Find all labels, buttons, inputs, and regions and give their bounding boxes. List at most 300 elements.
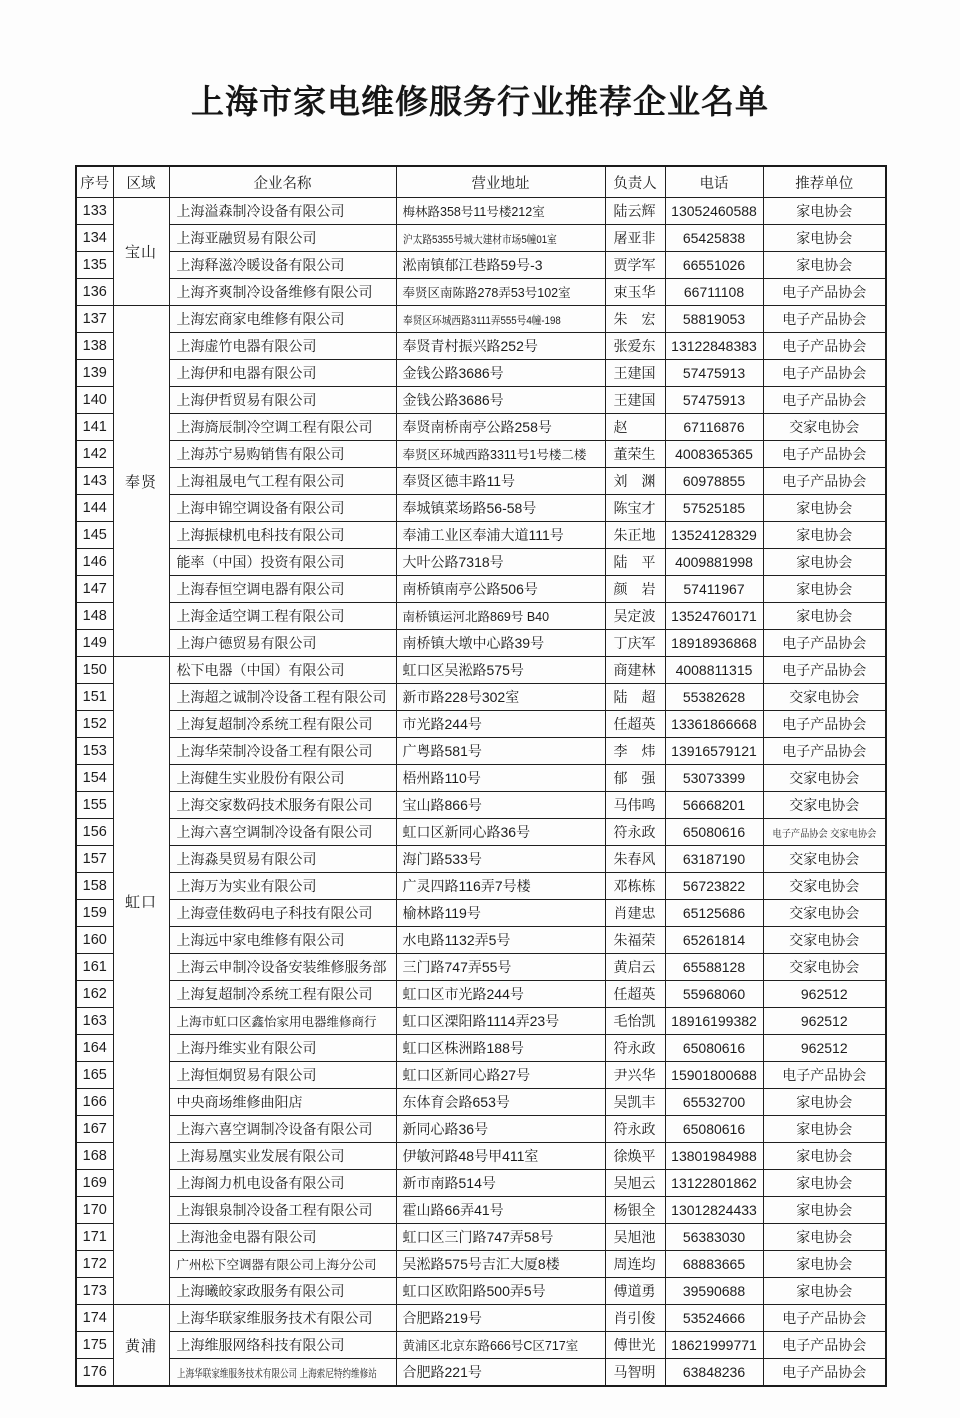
business-address: [396, 468, 605, 495]
person-in-charge: [605, 900, 665, 927]
person-in-charge-text: 黄启云: [613, 959, 656, 975]
row-number: [76, 198, 113, 225]
business-address-text: 三门路747弄55号: [402, 959, 512, 975]
row-number-text: 171: [82, 1229, 107, 1245]
business-address-text: 南桥镇南亭公路506号: [402, 581, 538, 597]
recommender-unit-text: 家电协会: [796, 1283, 853, 1299]
row-number-text: 151: [82, 689, 107, 705]
phone-number-text: 53073399: [682, 770, 746, 786]
person-in-charge: [605, 198, 665, 225]
phone-number-text: 39590688: [682, 1283, 746, 1299]
company-name: [169, 414, 396, 441]
recommender-unit-text: 电子产品协会: [782, 311, 867, 327]
column-header-address: 营业地址: [396, 166, 605, 198]
row-number-text: 161: [82, 959, 107, 975]
person-in-charge-text: 王建国: [613, 365, 656, 381]
person-in-charge: [605, 1332, 665, 1359]
recommender-unit-text: 家电协会: [796, 554, 853, 570]
row-number-text: 147: [82, 581, 107, 597]
recommender-unit: [763, 333, 886, 360]
table-row: [76, 981, 886, 1008]
phone-number: [665, 1089, 763, 1116]
phone-number-text: 56668201: [682, 797, 746, 813]
business-address-text: 奉贤区德丰路11号: [402, 473, 516, 489]
business-address-text: 合肥路219号: [402, 1310, 482, 1326]
recommender-unit-text: 家电协会: [796, 1256, 853, 1272]
company-name: [169, 306, 396, 333]
table-row: [76, 522, 886, 549]
table-row: [76, 657, 886, 684]
table-row: [76, 576, 886, 603]
person-in-charge: [605, 846, 665, 873]
row-number: [76, 900, 113, 927]
company-name-text: 上海祖晟电气工程有限公司: [176, 473, 345, 489]
company-name: [169, 441, 396, 468]
row-number-text: 149: [82, 635, 107, 651]
table-row: [76, 765, 886, 792]
recommender-unit-text: 家电协会: [796, 257, 853, 273]
phone-number: [665, 1116, 763, 1143]
company-name: [169, 495, 396, 522]
table-row: [76, 468, 886, 495]
phone-number-text: 13122848383: [671, 338, 757, 354]
company-name: [169, 1359, 396, 1387]
person-in-charge-text: 张爱东: [613, 338, 656, 354]
recommender-unit: [763, 819, 886, 846]
person-in-charge: [605, 630, 665, 657]
company-name-text: 上海万为实业有限公司: [176, 878, 317, 894]
table-row: [76, 1278, 886, 1305]
row-number-text: 174: [82, 1310, 107, 1326]
table-row: [76, 333, 886, 360]
recommender-unit-text: 家电协会: [796, 1094, 853, 1110]
phone-number-text: 63848236: [682, 1364, 746, 1380]
phone-number: [665, 1062, 763, 1089]
phone-number-text: 13052460588: [671, 203, 757, 219]
person-in-charge-text: 吴凯丰: [613, 1094, 656, 1110]
column-header-recommender: 推荐单位: [763, 166, 886, 198]
business-address: [396, 414, 605, 441]
person-in-charge-text: 陆云辉: [613, 203, 656, 219]
company-name: [169, 927, 396, 954]
phone-number-text: 65588128: [682, 959, 746, 975]
company-name: [169, 819, 396, 846]
row-number: [76, 306, 113, 333]
row-number-text: 175: [82, 1337, 107, 1353]
phone-number-text: 13361866668: [671, 716, 757, 732]
person-in-charge: [605, 576, 665, 603]
table-row: [76, 873, 886, 900]
recommender-unit: [763, 306, 886, 333]
phone-number: [665, 1251, 763, 1278]
company-name: [169, 792, 396, 819]
row-number: [76, 576, 113, 603]
person-in-charge-text: 陈宝才: [613, 500, 656, 516]
row-number: [76, 927, 113, 954]
business-address-text: 梧州路110号: [402, 770, 481, 786]
row-number-text: 144: [82, 500, 107, 516]
column-header-no: 序号: [76, 166, 113, 198]
person-in-charge-text: 周连均: [613, 1256, 656, 1272]
company-name-text: 上海伊和电器有限公司: [176, 365, 317, 381]
row-number-text: 143: [82, 473, 107, 489]
row-number: [76, 792, 113, 819]
person-in-charge: [605, 1089, 665, 1116]
phone-number: [665, 1332, 763, 1359]
person-in-charge-text: 肖引俊: [613, 1310, 656, 1326]
company-name: [169, 522, 396, 549]
phone-number: [665, 954, 763, 981]
company-name: [169, 387, 396, 414]
phone-number-text: 65425838: [682, 230, 746, 246]
company-name-text: 上海齐爽制冷设备维修有限公司: [176, 284, 373, 300]
row-number: [76, 1278, 113, 1305]
person-in-charge: [605, 711, 665, 738]
business-address-text: 梅林路358号11号楼212室: [402, 205, 545, 219]
row-number: [76, 1116, 113, 1143]
company-name-text: 上海亚融贸易有限公司: [176, 230, 317, 246]
person-in-charge-text: 李 炜: [613, 743, 656, 759]
person-in-charge: [605, 927, 665, 954]
recommender-unit-text: 电子产品协会: [782, 1067, 867, 1083]
person-in-charge: [605, 738, 665, 765]
row-number-text: 141: [82, 419, 107, 435]
recommender-unit-text: 家电协会: [796, 203, 853, 219]
table-row: [76, 1062, 886, 1089]
phone-number-text: 4009881998: [675, 554, 753, 570]
phone-number-text: 53524666: [682, 1310, 746, 1326]
recommender-unit-text: 交家电协会: [789, 878, 860, 894]
company-name-text: 上海宏商家电维修有限公司: [176, 311, 345, 327]
row-number-text: 134: [82, 230, 107, 246]
row-number: [76, 225, 113, 252]
region-cell-text: 宝山: [124, 244, 157, 261]
business-address: [396, 306, 605, 333]
table-row: [76, 954, 886, 981]
recommender-unit-text: 电子产品协会: [782, 1364, 867, 1380]
phone-number: [665, 279, 763, 306]
table-row: [76, 1143, 886, 1170]
row-number: [76, 495, 113, 522]
company-name-text: 上海健生实业股份有限公司: [176, 770, 345, 786]
row-number: [76, 819, 113, 846]
business-address-text: 虹口区市光路244号: [402, 986, 524, 1002]
phone-number-text: 56723822: [682, 878, 746, 894]
row-number-text: 135: [82, 257, 107, 273]
business-address-text: 宝山路866号: [402, 797, 482, 813]
company-name-text: 上海虚竹电器有限公司: [176, 338, 317, 354]
person-in-charge-text: 商建林: [613, 662, 656, 678]
business-address-text: 新同心路36号: [402, 1121, 489, 1137]
recommender-unit-text: 电子产品协会: [782, 365, 867, 381]
phone-number-text: 60978855: [682, 473, 746, 489]
business-address-text: 奉贤南桥南亭公路258号: [402, 419, 552, 435]
company-name: [169, 954, 396, 981]
row-number-text: 166: [82, 1094, 107, 1110]
table-row: [76, 1224, 886, 1251]
row-number-text: 150: [82, 662, 107, 678]
business-address-text: 金钱公路3686号: [402, 392, 504, 408]
company-name-text: 上海银泉制冷设备工程有限公司: [176, 1202, 373, 1218]
table-row: [76, 1305, 886, 1332]
column-header-person: 负责人: [605, 166, 665, 198]
business-address-text: 淞南镇郁江巷路59号-3: [402, 257, 543, 273]
recommender-unit-text: 交家电协会: [789, 797, 860, 813]
business-address-text: 东体育会路653号: [402, 1094, 510, 1110]
row-number-text: 152: [82, 716, 107, 732]
phone-number-text: 13524128329: [671, 527, 757, 543]
recommender-unit-text: 电子产品协会: [782, 743, 867, 759]
phone-number: [665, 981, 763, 1008]
recommender-unit: [763, 1359, 886, 1387]
person-in-charge: [605, 657, 665, 684]
phone-number-text: 65080616: [682, 824, 746, 840]
person-in-charge: [605, 549, 665, 576]
business-address-text: 虹口区欧阳路500弄5号: [402, 1283, 546, 1299]
business-address-text: 虹口区新同心路36号: [402, 824, 531, 840]
row-number: [76, 252, 113, 279]
business-address-text: 奉贤区南陈路278弄53号102室: [402, 286, 571, 300]
recommender-unit: [763, 684, 886, 711]
table-row: [76, 738, 886, 765]
phone-number: [665, 333, 763, 360]
person-in-charge-text: 丁庆军: [613, 635, 656, 651]
table-row: [76, 306, 886, 333]
business-address: [396, 1062, 605, 1089]
table-row: [76, 1089, 886, 1116]
recommender-unit-text: 家电协会: [796, 1121, 853, 1137]
phone-number-text: 66711108: [683, 284, 745, 300]
row-number: [76, 738, 113, 765]
person-in-charge-text: 颜 岩: [613, 581, 656, 597]
phone-number-text: 57475913: [682, 365, 746, 381]
row-number: [76, 657, 113, 684]
table-row: [76, 1035, 886, 1062]
recommender-unit: [763, 900, 886, 927]
business-address: [396, 441, 605, 468]
business-address-text: 伊敏河路48号甲411室: [402, 1148, 539, 1164]
row-number: [76, 1035, 113, 1062]
business-address-text: 合肥路221号: [402, 1364, 482, 1380]
table-row: [76, 387, 886, 414]
business-address: [396, 360, 605, 387]
recommender-unit: [763, 1116, 886, 1143]
recommender-unit-text: 交家电协会: [789, 905, 860, 921]
phone-number-text: 13012824433: [671, 1202, 757, 1218]
person-in-charge-text: 屠亚非: [613, 230, 656, 246]
business-address: [396, 522, 605, 549]
table-row: [76, 1251, 886, 1278]
person-in-charge-text: 邓栋栋: [613, 878, 656, 894]
business-address: [396, 1143, 605, 1170]
person-in-charge-text: 贾学军: [613, 257, 656, 273]
row-number-text: 162: [82, 986, 107, 1002]
business-address: [396, 900, 605, 927]
recommender-unit: [763, 198, 886, 225]
person-in-charge: [605, 387, 665, 414]
recommender-unit: [763, 630, 886, 657]
company-name-text: 上海丹维实业有限公司: [176, 1040, 317, 1056]
recommender-unit: [763, 225, 886, 252]
business-address: [396, 1305, 605, 1332]
company-name-text: 上海维服网络科技有限公司: [176, 1337, 345, 1353]
recommender-unit-text: 家电协会: [796, 230, 853, 246]
phone-number: [665, 846, 763, 873]
business-address: [396, 1278, 605, 1305]
company-name: [169, 1278, 396, 1305]
business-address: [396, 603, 605, 630]
row-number: [76, 846, 113, 873]
business-address: [396, 333, 605, 360]
phone-number-text: 57475913: [682, 392, 746, 408]
business-address: [396, 1251, 605, 1278]
person-in-charge: [605, 522, 665, 549]
row-number-text: 157: [82, 851, 107, 867]
business-address: [396, 1008, 605, 1035]
person-in-charge: [605, 252, 665, 279]
recommender-unit: [763, 846, 886, 873]
row-number-text: 142: [82, 446, 107, 462]
business-address: [396, 1224, 605, 1251]
region-cell: [113, 1305, 169, 1387]
company-name-text: 上海春恒空调电器有限公司: [176, 581, 345, 597]
phone-number: [665, 360, 763, 387]
company-name-text: 松下电器（中国）有限公司: [176, 662, 345, 678]
business-address: [396, 1359, 605, 1387]
column-header-company: 企业名称: [169, 166, 396, 198]
business-address: [396, 927, 605, 954]
business-address-text: 市光路244号: [402, 716, 482, 732]
company-name: [169, 846, 396, 873]
person-in-charge-text: 董荣生: [613, 446, 656, 462]
person-in-charge: [605, 819, 665, 846]
business-address-text: 金钱公路3686号: [402, 365, 504, 381]
table-row: [76, 900, 886, 927]
company-name: [169, 468, 396, 495]
phone-number-text: 58819053: [682, 311, 746, 327]
recommender-unit: [763, 603, 886, 630]
company-name: [169, 1008, 396, 1035]
person-in-charge-text: 王建国: [613, 392, 656, 408]
row-number-text: 168: [82, 1148, 107, 1164]
table-row: [76, 1359, 886, 1387]
recommender-unit: [763, 1170, 886, 1197]
business-address-text: 吴淞路575号吉汇大厦8楼: [402, 1256, 560, 1272]
person-in-charge: [605, 225, 665, 252]
business-address: [396, 387, 605, 414]
person-in-charge-text: 徐焕平: [613, 1148, 656, 1164]
phone-number: [665, 306, 763, 333]
company-name-text: 上海溢森制冷设备有限公司: [176, 203, 345, 219]
row-number-text: 156: [82, 824, 107, 840]
phone-number-text: 63187190: [682, 851, 746, 867]
table-row: [76, 360, 886, 387]
person-in-charge: [605, 414, 665, 441]
business-address-text: 虹口区溧阳路1114弄23号: [402, 1013, 560, 1029]
recommender-unit: [763, 711, 886, 738]
row-number: [76, 1170, 113, 1197]
phone-number: [665, 414, 763, 441]
row-number-text: 138: [82, 338, 107, 354]
company-name-text: 上海六喜空调制冷设备有限公司: [176, 824, 373, 840]
company-name-text: 上海苏宁易购销售有限公司: [176, 446, 345, 462]
row-number: [76, 630, 113, 657]
recommender-unit: [763, 1062, 886, 1089]
person-in-charge: [605, 792, 665, 819]
row-number: [76, 333, 113, 360]
table-body: [76, 198, 886, 1387]
company-name-text: 能率（中国）投资有限公司: [176, 554, 345, 570]
person-in-charge-text: 尹兴华: [613, 1067, 656, 1083]
business-address-text: 奉贤青村振兴路252号: [402, 338, 538, 354]
person-in-charge-text: 朱春风: [613, 851, 656, 867]
person-in-charge-text: 任超英: [613, 986, 656, 1002]
person-in-charge: [605, 1278, 665, 1305]
company-name-text: 上海六喜空调制冷设备有限公司: [176, 1121, 373, 1137]
row-number: [76, 603, 113, 630]
phone-number-text: 18621999771: [671, 1337, 757, 1353]
table-row: [76, 1197, 886, 1224]
business-address-text: 水电路1132弄5号: [402, 932, 511, 948]
business-address-text: 沪太路5355号城大建材市场5幢01室: [402, 233, 557, 246]
table-row: [76, 1008, 886, 1035]
company-name-text: 中央商场维修曲阳店: [176, 1094, 303, 1110]
company-name-text: 上海淼昊贸易有限公司: [176, 851, 317, 867]
company-name-text: 上海振棣机电科技有限公司: [176, 527, 345, 543]
person-in-charge: [605, 873, 665, 900]
business-address: [396, 954, 605, 981]
recommender-unit: [763, 927, 886, 954]
business-address: [396, 792, 605, 819]
business-address-text: 奉贤区环城西路3111弄555号4幢-198: [402, 314, 561, 327]
row-number: [76, 468, 113, 495]
recommender-unit: [763, 1251, 886, 1278]
row-number-text: 164: [82, 1040, 107, 1056]
table-header-row: [76, 166, 886, 198]
person-in-charge-text: 马伟鸣: [613, 797, 656, 813]
table-row: [76, 927, 886, 954]
business-address-text: 奉城镇菜场路56-58号: [402, 500, 537, 516]
enterprise-table: [75, 165, 887, 1387]
recommender-unit-text: 962512: [800, 1013, 848, 1029]
row-number: [76, 522, 113, 549]
recommender-unit: [763, 360, 886, 387]
company-name: [169, 1197, 396, 1224]
person-in-charge-text: 陆 超: [613, 689, 656, 705]
phone-number-text: 65532700: [682, 1094, 746, 1110]
company-name: [169, 576, 396, 603]
company-name: [169, 1062, 396, 1089]
company-name: [169, 684, 396, 711]
recommender-unit: [763, 441, 886, 468]
business-address-text: 海门路533号: [402, 851, 482, 867]
company-name-text: 上海华荣制冷设备工程有限公司: [176, 743, 373, 759]
person-in-charge: [605, 1224, 665, 1251]
person-in-charge: [605, 306, 665, 333]
company-name: [169, 1116, 396, 1143]
row-number-text: 170: [82, 1202, 107, 1218]
row-number: [76, 1305, 113, 1332]
person-in-charge-text: 赵: [613, 419, 628, 435]
recommender-unit-text: 家电协会: [796, 1202, 853, 1218]
row-number: [76, 360, 113, 387]
phone-number-text: 56383030: [682, 1229, 746, 1245]
company-name: [169, 360, 396, 387]
row-number-text: 176: [82, 1364, 107, 1380]
phone-number: [665, 1197, 763, 1224]
company-name: [169, 225, 396, 252]
recommender-unit: [763, 1143, 886, 1170]
